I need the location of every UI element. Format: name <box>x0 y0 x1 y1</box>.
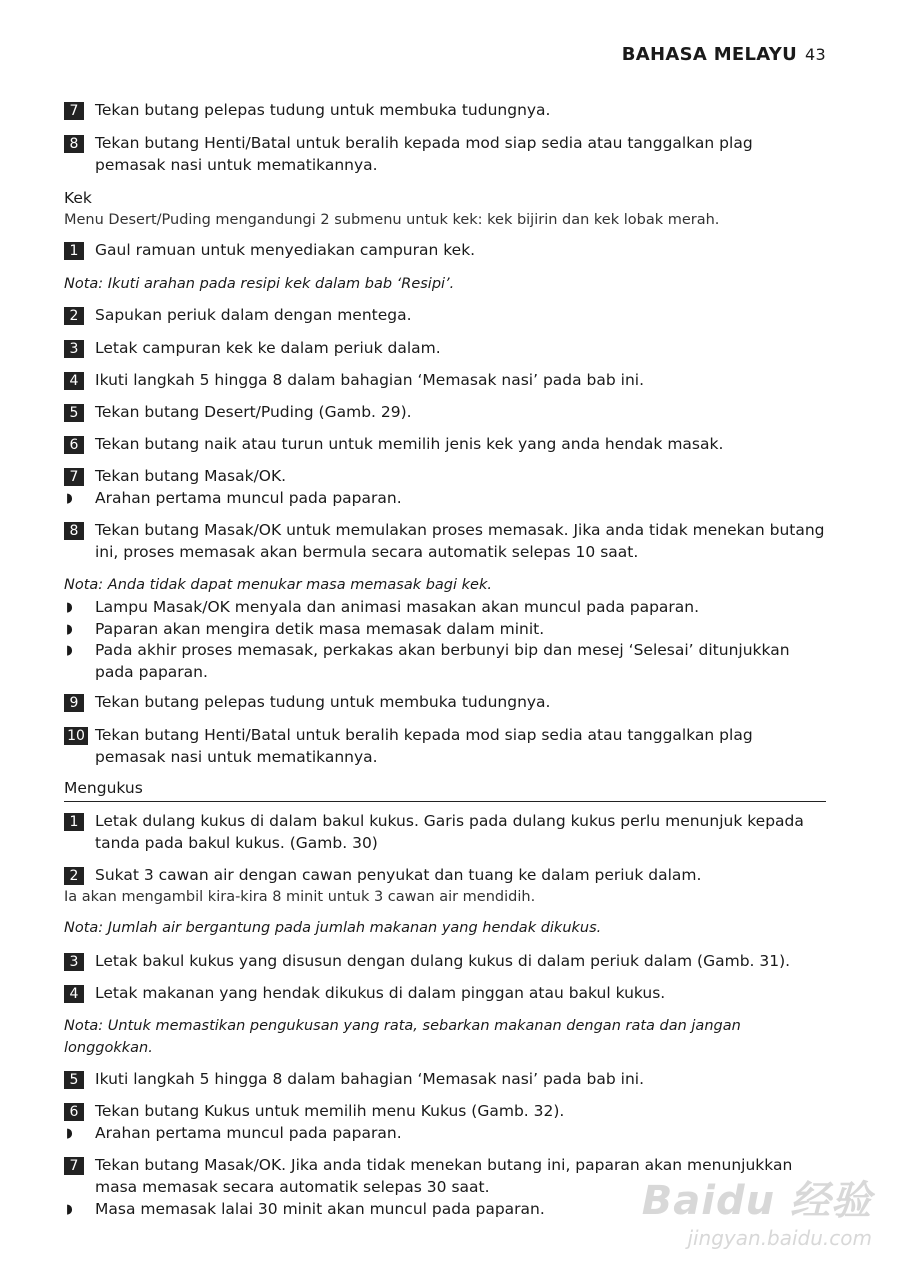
note-text <box>64 575 826 597</box>
block-text: Lampu Masak/OK menyala dan animasi masakan akan muncul pada paparan. <box>95 598 700 616</box>
step-number: 2 <box>64 307 84 325</box>
step-item <box>64 305 826 327</box>
step-number: 1 <box>64 813 84 831</box>
body-text <box>64 210 826 232</box>
bullet-item <box>64 619 826 641</box>
block-text: Paparan akan mengira detik masa memasak dalam minit. <box>95 620 545 638</box>
bullet-item <box>64 597 826 619</box>
step-item <box>64 725 826 768</box>
note-text <box>64 918 826 940</box>
watermark <box>642 1169 872 1250</box>
block-text: Tekan butang Masak/OK. <box>95 467 287 485</box>
bullet-marker-icon: ◗ <box>66 1126 73 1141</box>
step-number: 1 <box>64 242 84 260</box>
bullet-marker-icon: ◗ <box>66 600 73 615</box>
step-item <box>64 1069 826 1091</box>
step-item <box>64 811 826 854</box>
bullet-item <box>64 640 826 683</box>
block-text: Tekan butang pelepas tudung untuk membuka tudungnya. <box>95 693 551 711</box>
step-item <box>64 983 826 1005</box>
section-heading <box>64 188 826 210</box>
block-text: Sukat 3 cawan air dengan cawan penyukat dan tuang ke dalam periuk dalam. <box>95 866 702 884</box>
block-text: Gaul ramuan untuk menyediakan campuran kek. <box>95 241 476 259</box>
block-text: Tekan butang naik atau turun untuk memilih jenis kek yang anda hendak masak. <box>95 435 724 453</box>
block-text: Ia akan mengambil kira-kira 8 minit untuk 3 cawan air mendidih. <box>64 889 536 905</box>
step-number: 4 <box>64 985 84 1003</box>
block-text: Nota: Untuk memastikan pengukusan yang rata, sebarkan makanan dengan rata dan jangan longgokkan. <box>64 1018 741 1056</box>
page-number: 43 <box>805 45 826 64</box>
note-text <box>64 1016 826 1059</box>
step-number: 10 <box>64 727 88 745</box>
step-number: 5 <box>64 404 84 422</box>
block-text: Arahan pertama muncul pada paparan. <box>95 1124 402 1142</box>
step-item <box>64 338 826 360</box>
body-text <box>64 887 826 909</box>
block-text: Letak makanan yang hendak dikukus di dalam pinggan atau bakul kukus. <box>95 984 666 1002</box>
block-text: Letak campuran kek ke dalam periuk dalam. <box>95 339 441 357</box>
bullet-marker-icon: ◗ <box>66 491 73 506</box>
section-heading <box>64 778 826 800</box>
block-text: Nota: Jumlah air bergantung pada jumlah makanan yang hendak dikukus. <box>64 920 602 936</box>
step-number: 5 <box>64 1071 84 1089</box>
bullet-marker-icon: ◗ <box>66 643 73 658</box>
block-text: Menu Desert/Puding mengandungi 2 submenu untuk kek: kek bijirin dan kek lobak merah. <box>64 212 720 228</box>
step-item <box>64 133 826 176</box>
step-item <box>64 370 826 392</box>
step-item <box>64 402 826 424</box>
step-number: 6 <box>64 1103 84 1121</box>
block-text: Kek <box>64 189 92 207</box>
step-number: 6 <box>64 436 84 454</box>
block-text: Letak bakul kukus yang disusun dengan dulang kukus di dalam periuk dalam (Gamb. 31). <box>95 952 791 970</box>
block-text: Tekan butang Kukus untuk memilih menu Kukus (Gamb. 32). <box>95 1102 565 1120</box>
step-number: 9 <box>64 694 84 712</box>
block-text: Pada akhir proses memasak, perkakas akan berbunyi bip dan mesej ‘Selesai’ ditunjukkan pada paparan. <box>95 641 790 681</box>
step-number: 7 <box>64 102 84 120</box>
block-text: Tekan butang Masak/OK untuk memulakan proses memasak. Jika anda tidak menekan butang ini, proses memasak akan bermula secara automatik selepas 10 saat. <box>95 521 825 561</box>
step-number: 8 <box>64 135 84 153</box>
step-item <box>64 865 826 887</box>
block-text: Arahan pertama muncul pada paparan. <box>95 489 402 507</box>
block-text: Tekan butang Henti/Batal untuk beralih kepada mod siap sedia atau tanggalkan plag pemasak nasi untuk mematikannya. <box>95 134 753 174</box>
step-item <box>64 466 826 488</box>
step-item <box>64 1101 826 1123</box>
block-text: Masa memasak lalai 30 minit akan muncul pada paparan. <box>95 1200 545 1218</box>
step-item <box>64 692 826 714</box>
watermark-url: jingyan.baidu.com <box>687 1226 872 1250</box>
step-item <box>64 520 826 563</box>
bullet-item <box>64 488 826 510</box>
block-text: Letak dulang kukus di dalam bakul kukus. Garis pada dulang kukus perlu menunjuk kepada tanda pada bakul kukus. (Gamb. 30) <box>95 812 804 852</box>
block-text: Tekan butang Henti/Batal untuk beralih kepada mod siap sedia atau tanggalkan plag pemasak nasi untuk mematikannya. <box>95 726 753 766</box>
step-item <box>64 951 826 973</box>
block-text: Mengukus <box>64 779 143 797</box>
step-item <box>64 240 826 262</box>
bullet-marker-icon: ◗ <box>66 622 73 637</box>
bullet-item <box>64 1123 826 1145</box>
section-divider <box>64 801 826 802</box>
step-number: 4 <box>64 372 84 390</box>
bullet-marker-icon: ◗ <box>66 1202 73 1217</box>
watermark-logo: Baidu 经验 <box>641 1178 872 1224</box>
step-number: 3 <box>64 340 84 358</box>
step-number: 3 <box>64 953 84 971</box>
step-number: 2 <box>64 867 84 885</box>
step-number: 7 <box>64 468 84 486</box>
step-item <box>64 100 826 122</box>
page-header <box>622 44 826 65</box>
block-text: Nota: Ikuti arahan pada resipi kek dalam bab ‘Resipi’. <box>64 276 455 292</box>
step-number: 7 <box>64 1157 84 1175</box>
note-text <box>64 274 826 296</box>
block-text: Ikuti langkah 5 hingga 8 dalam bahagian ‘Memasak nasi’ pada bab ini. <box>95 1070 645 1088</box>
block-text: Tekan butang Masak/OK. Jika anda tidak menekan butang ini, paparan akan menunjukkan masa memasak secara automatik selepas 30 saat. <box>95 1156 793 1196</box>
block-text: Sapukan periuk dalam dengan mentega. <box>95 306 412 324</box>
block-text: Nota: Anda tidak dapat menukar masa memasak bagi kek. <box>64 577 492 593</box>
step-number: 8 <box>64 522 84 540</box>
block-text: Tekan butang pelepas tudung untuk membuka tudungnya. <box>95 101 551 119</box>
block-text: Ikuti langkah 5 hingga 8 dalam bahagian ‘Memasak nasi’ pada bab ini. <box>95 371 645 389</box>
section-title: BAHASA MELAYU <box>621 44 798 65</box>
block-text: Tekan butang Desert/Puding (Gamb. 29). <box>95 403 412 421</box>
step-item <box>64 434 826 456</box>
